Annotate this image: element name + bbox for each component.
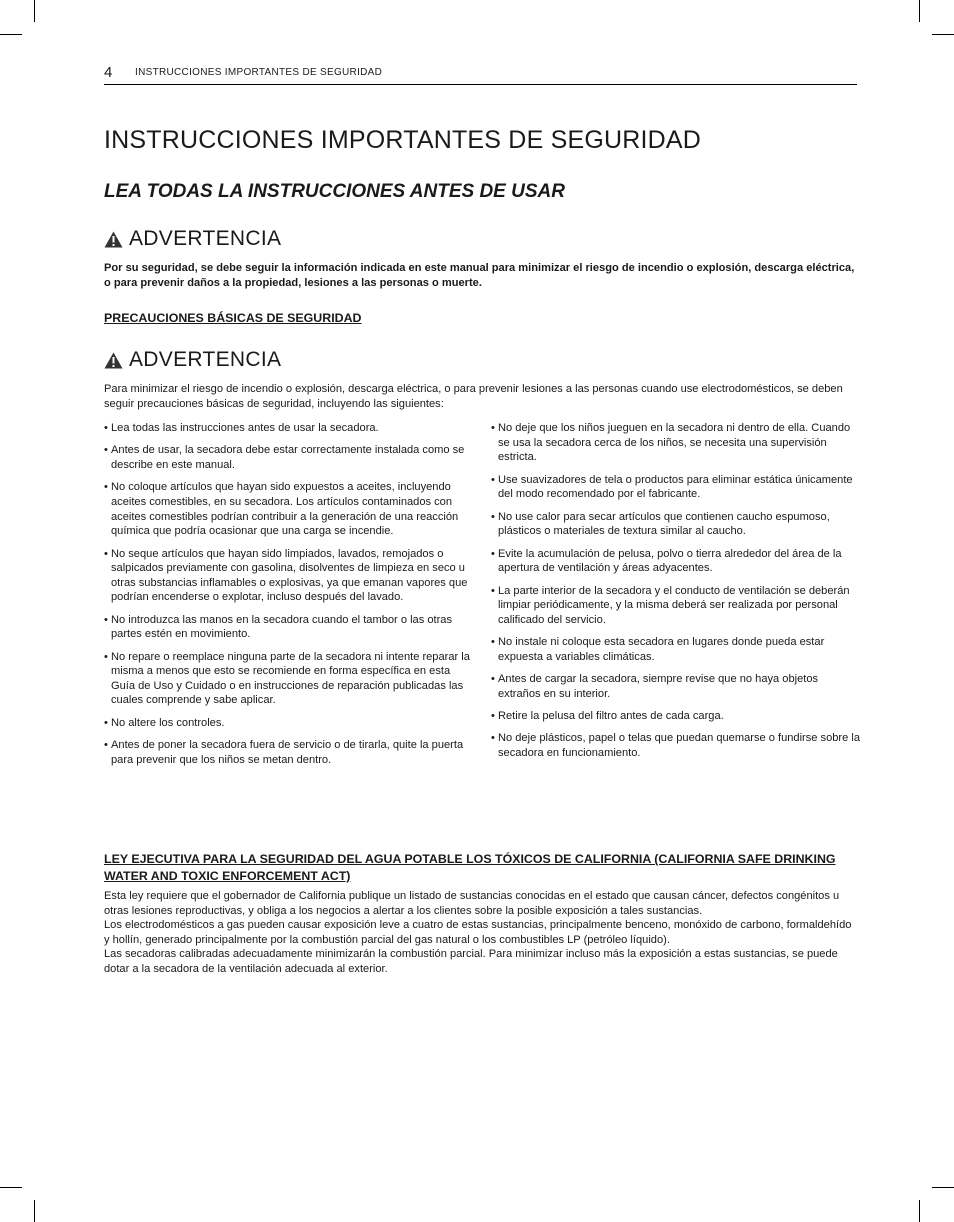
list-item: • Lea todas las instrucciones antes de usar la secadora. (104, 421, 474, 436)
list-item: • Use suavizadores de tela o productos para eliminar estática únicamente del modo recomendado por el fabricante. (491, 473, 861, 502)
crop-mark (932, 1187, 954, 1188)
list-item: • Retire la pelusa del filtro antes de cada carga. (491, 709, 861, 724)
list-item: • Antes de cargar la secadora, siempre revise que no haya objetos extraños en su interior. (491, 672, 861, 701)
list-item: • No repare o reemplace ninguna parte de la secadora ni intente reparar la misma a menos que esto se recomiende en forma específica en esta Guía de Uso y Cuidado o en instrucciones de reparación publicadas las cuales comprende y sabe aplicar. (104, 650, 474, 708)
list-item: • No use calor para secar artículos que contienen caucho espumoso, plásticos o materiales de textura similar al caucho. (491, 510, 861, 539)
list-item: • Evite la acumulación de pelusa, polvo o tierra alrededor del área de la apertura de ventilación y áreas adyacentes. (491, 547, 861, 576)
warning-triangle-icon (104, 352, 123, 369)
page-number: 4 (104, 64, 113, 81)
list-item: • No deje plásticos, papel o telas que puedan quemarse o fundirse sobre la secadora en funcionamiento. (491, 731, 861, 760)
crop-mark (919, 0, 920, 22)
list-item: • Antes de poner la secadora fuera de servicio o de tirarla, quite la puerta para prevenir que los niños se metan dentro. (104, 738, 474, 767)
precautions-heading: PRECAUCIONES BÁSICAS DE SEGURIDAD (104, 311, 362, 325)
warning-label: ADVERTENCIA (129, 227, 282, 250)
list-item: • No altere los controles. (104, 716, 474, 731)
crop-mark (34, 1200, 35, 1222)
crop-mark (34, 0, 35, 22)
crop-mark (932, 34, 954, 35)
bullet-list-right (491, 421, 861, 768)
crop-mark (919, 1200, 920, 1222)
warning-triangle-icon (104, 231, 123, 248)
warning-text: Por su seguridad, se debe seguir la información indicada en este manual para minimizar el riesgo de incendio o explosión, descarga eléctrica, o para prevenir daños a la propiedad, lesiones a las personas o muerte. (104, 262, 855, 289)
california-heading: LEY EJECUTIVA PARA LA SEGURIDAD DEL AGUA POTABLE LOS TÓXICOS DE CALIFORNIA (CALIFORNIA SAFE DRINKING WATER AND TOXIC ENFORCEMENT ACT) (104, 852, 836, 883)
crop-mark (0, 1187, 22, 1188)
list-item: • La parte interior de la secadora y el conducto de ventilación se deberán limpiar periódicamente, y la misma deberá ser realizada por personal calificado del servicio. (491, 584, 861, 628)
running-header (104, 64, 857, 85)
bullet-list-left (104, 421, 474, 775)
warning-label: ADVERTENCIA (129, 348, 282, 371)
list-item: • No instale ni coloque esta secadora en lugares donde pueda estar expuesta a variables climáticas. (491, 635, 861, 664)
list-item: • No introduzca las manos en la secadora cuando el tambor o las otras partes estén en movimiento. (104, 613, 474, 642)
california-paragraph: Los electrodomésticos a gas pueden causar exposición leve a cuatro de estas sustancias, principalmente benceno, monóxido de carbono, formaldehído y hollín, generado principalmente por la combustión parcial del gas natural o los combustibles LP (petróleo líquido). (104, 919, 852, 946)
list-item: • No seque artículos que hayan sido limpiados, lavados, remojados o salpicados previamente con gasolina, disolventes de limpieza en seco u otras substancias inflamables o explosivas, ya que emanan vapores que podrían encenderse o explotar, incluso después del lavado. (104, 547, 474, 605)
california-paragraph: Las secadoras calibradas adecuadamente minimizarán la combustión parcial. Para minimizar incluso más la exposición a estas sustancias, se puede dotar a la secadora de la ventilación adecuada al exterior. (104, 948, 838, 975)
list-item: • No deje que los niños jueguen en la secadora ni dentro de ella. Cuando se usa la secadora cerca de los niños, se necesita una supervisión estricta. (491, 421, 861, 465)
california-paragraph: Esta ley requiere que el gobernador de California publique un listado de sustancias conocidas en el estado que causan cáncer, defectos congénitos u otras lesiones reproductivas, y obliga a los negocios a alertar a los clientes sobre la posible exposición a tales sustancias. (104, 890, 840, 917)
warning-heading (104, 348, 281, 372)
running-title: INSTRUCCIONES IMPORTANTES DE SEGURIDAD (135, 67, 383, 78)
crop-mark (0, 34, 22, 35)
list-item: • No coloque artículos que hayan sido expuestos a aceites, incluyendo aceites comestibles, en su secadora. Los artículos contaminados con aceites comestibles podrían contribuir a la generación de una reacción química que podría ocasionar que una carga se incendie. (104, 480, 474, 538)
list-item: • Antes de usar, la secadora debe estar correctamente instalada como se describe en este manual. (104, 443, 474, 472)
page-title: INSTRUCCIONES IMPORTANTES DE SEGURIDAD (104, 126, 702, 154)
page-subtitle: LEA TODAS LA INSTRUCCIONES ANTES DE USAR (104, 181, 565, 202)
precautions-intro: Para minimizar el riesgo de incendio o explosión, descarga eléctrica, o para prevenir lesiones a las personas cuando use electrodomésticos, se deben seguir precauciones básicas de seguridad, incluyendo las siguientes: (104, 383, 843, 410)
california-text (104, 889, 859, 976)
warning-heading (104, 227, 281, 251)
